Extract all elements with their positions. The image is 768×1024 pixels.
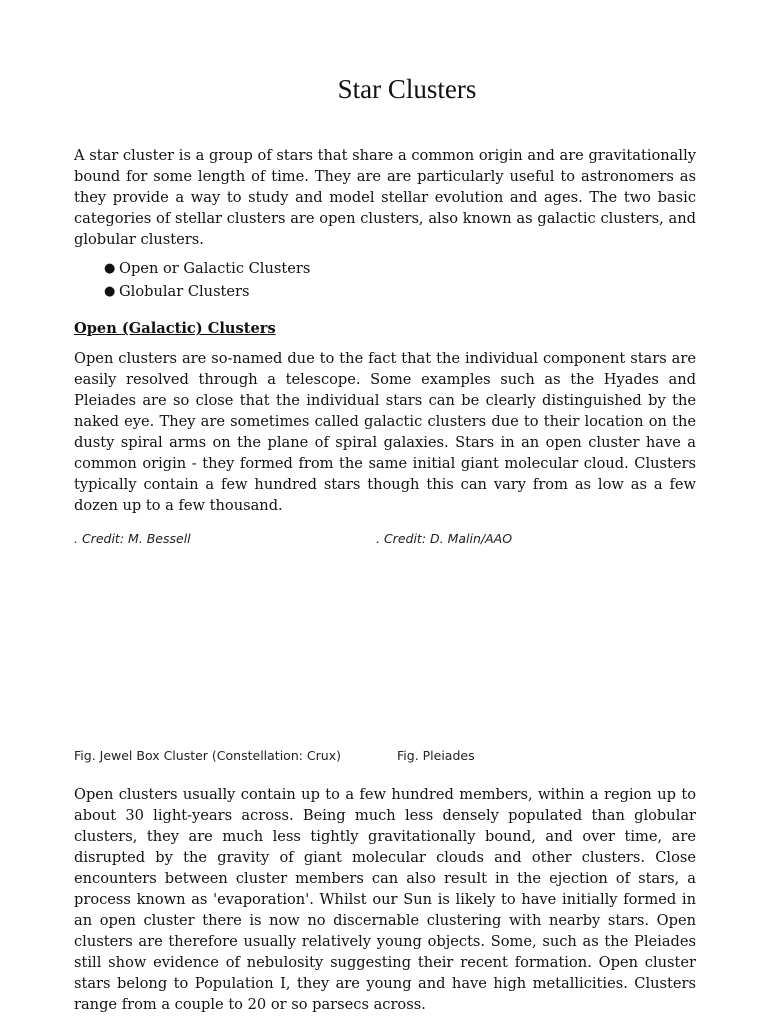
intro-paragraph: A star cluster is a group of stars that share a common origin and are gravitationally bound for some length of time. They are are particularly useful to astronomers as they provide a way to study and model stellar evolution and ages. The two basic categories of stellar clusters are open clusters, also known as galactic clusters, and globular clusters. xyxy=(74,147,696,248)
bullet-icon: ● xyxy=(104,284,116,299)
open-clusters-paragraph: Open clusters are so-named due to the fact that the individual component stars are easily resolved through a telescope. Some examples such as the Hyades and Pleiades are so close that the individual stars can be clearly distinguished by the naked eye. They are sometimes called galactic clusters due to their location on the dusty spiral arms on the plane of spiral galaxies. Stars in an open cluster have a common origin - they formed from the same initial giant molecular cloud. Clusters typically contain a few hundred stars though this can vary from as low as a few dozen up to a few thousand. xyxy=(74,350,696,514)
image-credit-left: . Credit: M. Bessell xyxy=(74,531,191,546)
list-item xyxy=(104,281,310,304)
section-heading: Open (Galactic) Clusters xyxy=(74,320,276,337)
figure-caption-left: Fig. Jewel Box Cluster (Constellation: Crux) xyxy=(74,748,341,763)
page-title: Star Clusters xyxy=(337,74,477,104)
cluster-type-list xyxy=(104,258,310,304)
bullet-icon: ● xyxy=(104,261,116,276)
figure-caption-right: Fig. Pleiades xyxy=(397,748,475,763)
list-item-label: Globular Clusters xyxy=(119,283,250,300)
list-item xyxy=(104,258,310,281)
list-item-label: Open or Galactic Clusters xyxy=(119,260,311,277)
open-clusters-detail-paragraph: Open clusters usually contain up to a few hundred members, within a region up to about 30 light-years across. Being much less densely populated than globular clusters, they are much less tightly gravitationally bound, and over time, are disrupted by the gravity of giant molecular clouds and other clusters. Close encounters between cluster members can also result in the ejection of stars, a process known as 'evaporation'. Whilst our Sun is likely to have initially formed in an open cluster there is now no discernable clustering with nearby stars. Open clusters are therefore usually relatively young objects. Some, such as the Pleiades still show evidence of nebulosity suggesting their recent formation. Open cluster stars belong to Population I, they are young and have high metallicities. Clusters range from a couple to 20 or so parsecs across. xyxy=(74,786,696,1013)
image-credit-right: . Credit: D. Malin/AAO xyxy=(376,531,513,546)
